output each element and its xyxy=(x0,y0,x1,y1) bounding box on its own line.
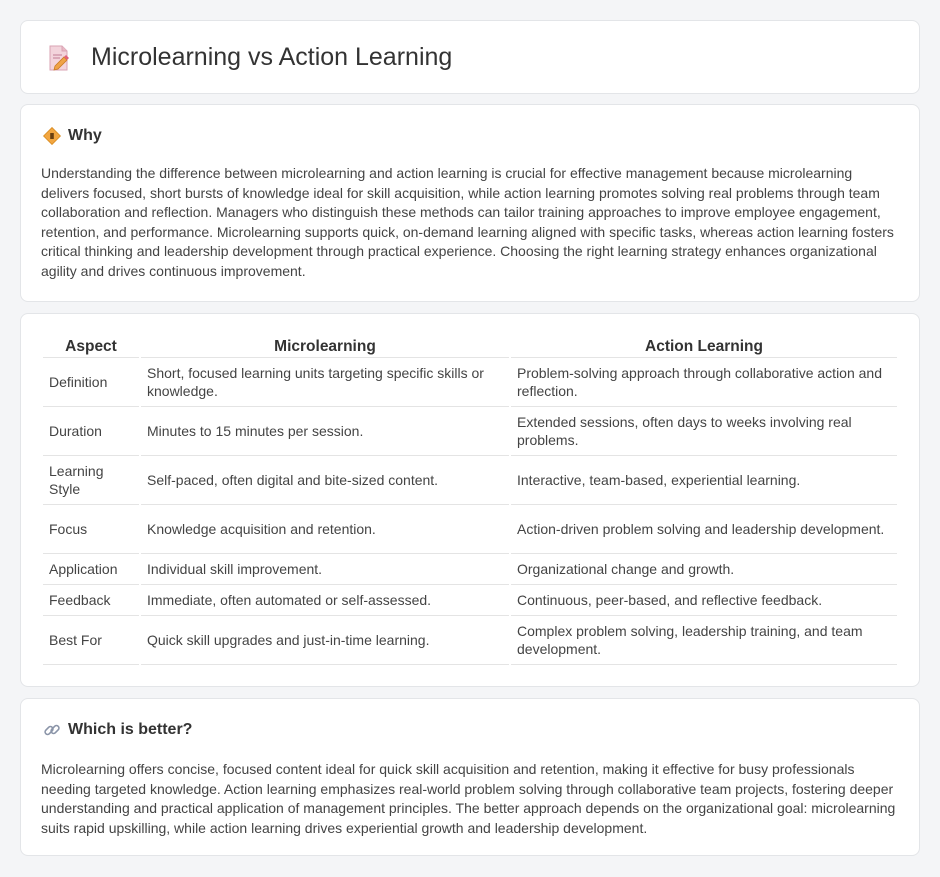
aspect-cell: Feedback xyxy=(43,585,139,616)
table-row xyxy=(43,505,897,554)
action-learning-cell: Extended sessions, often days to weeks involving real problems. xyxy=(511,407,897,456)
column-header-action-learning: Action Learning xyxy=(511,334,897,358)
action-learning-cell: Continuous, peer-based, and reflective feedback. xyxy=(511,585,897,616)
diamond-sign-icon xyxy=(43,127,61,145)
column-header-microlearning: Microlearning xyxy=(141,334,509,358)
title-card xyxy=(20,20,920,94)
microlearning-cell: Self-paced, often digital and bite-sized content. xyxy=(141,456,509,505)
column-header-aspect: Aspect xyxy=(43,334,139,358)
table-row xyxy=(43,358,897,407)
aspect-cell: Definition xyxy=(43,358,139,407)
table-row xyxy=(43,407,897,456)
aspect-cell: Learning Style xyxy=(43,456,139,505)
action-learning-cell: Organizational change and growth. xyxy=(511,554,897,585)
microlearning-cell: Short, focused learning units targeting specific skills or knowledge. xyxy=(141,358,509,407)
which-is-better-card xyxy=(20,698,920,856)
link-icon xyxy=(43,721,61,739)
table-row xyxy=(43,585,897,616)
why-heading: Why xyxy=(68,127,102,144)
microlearning-cell: Quick skill upgrades and just-in-time learning. xyxy=(141,616,509,665)
aspect-cell: Focus xyxy=(43,505,139,554)
document-pencil-icon xyxy=(47,44,71,72)
comparison-table xyxy=(41,334,899,665)
microlearning-cell: Immediate, often automated or self-assessed. xyxy=(141,585,509,616)
page-title: Microlearning vs Action Learning xyxy=(91,43,453,71)
action-learning-cell: Action-driven problem solving and leadership development. xyxy=(511,505,897,554)
action-learning-cell: Interactive, team-based, experiential learning. xyxy=(511,456,897,505)
aspect-cell: Best For xyxy=(43,616,139,665)
aspect-cell: Application xyxy=(43,554,139,585)
table-row xyxy=(43,456,897,505)
why-card xyxy=(20,104,920,302)
which-is-better-heading: Which is better? xyxy=(68,721,193,738)
why-text: Understanding the difference between microlearning and action learning is crucial for effective management because microlearning delivers focused, short bursts of knowledge ideal for skill acquisition, while action learning promotes solving real problems through team collaboration and reflection. Managers who distinguish these methods can tailor training approaches to improve employee engagement, retention, and performance. Microlearning supports quick, on-demand learning aligned with specific tasks, whereas action learning fosters critical thinking and leadership development through practical experience. Choosing the right learning strategy enhances organizational agility and drives continuous improvement. xyxy=(41,165,894,279)
table-header-row xyxy=(43,334,897,358)
action-learning-cell: Complex problem solving, leadership training, and team development. xyxy=(511,616,897,665)
table-row xyxy=(43,616,897,665)
microlearning-cell: Knowledge acquisition and retention. xyxy=(141,505,509,554)
comparison-card xyxy=(20,313,920,687)
microlearning-cell: Minutes to 15 minutes per session. xyxy=(141,407,509,456)
microlearning-cell: Individual skill improvement. xyxy=(141,554,509,585)
table-row xyxy=(43,554,897,585)
which-is-better-text: Microlearning offers concise, focused content ideal for quick skill acquisition and retention, making it effective for busy professionals needing targeted knowledge. Action learning emphasizes real-world problem solving through collaborative team projects, fostering deeper understanding and practical application of management principles. The better approach depends on the organizational goal: microlearning suits rapid upskilling, while action learning drives experiential growth and leadership development. xyxy=(41,761,896,836)
action-learning-cell: Problem-solving approach through collaborative action and reflection. xyxy=(511,358,897,407)
aspect-cell: Duration xyxy=(43,407,139,456)
